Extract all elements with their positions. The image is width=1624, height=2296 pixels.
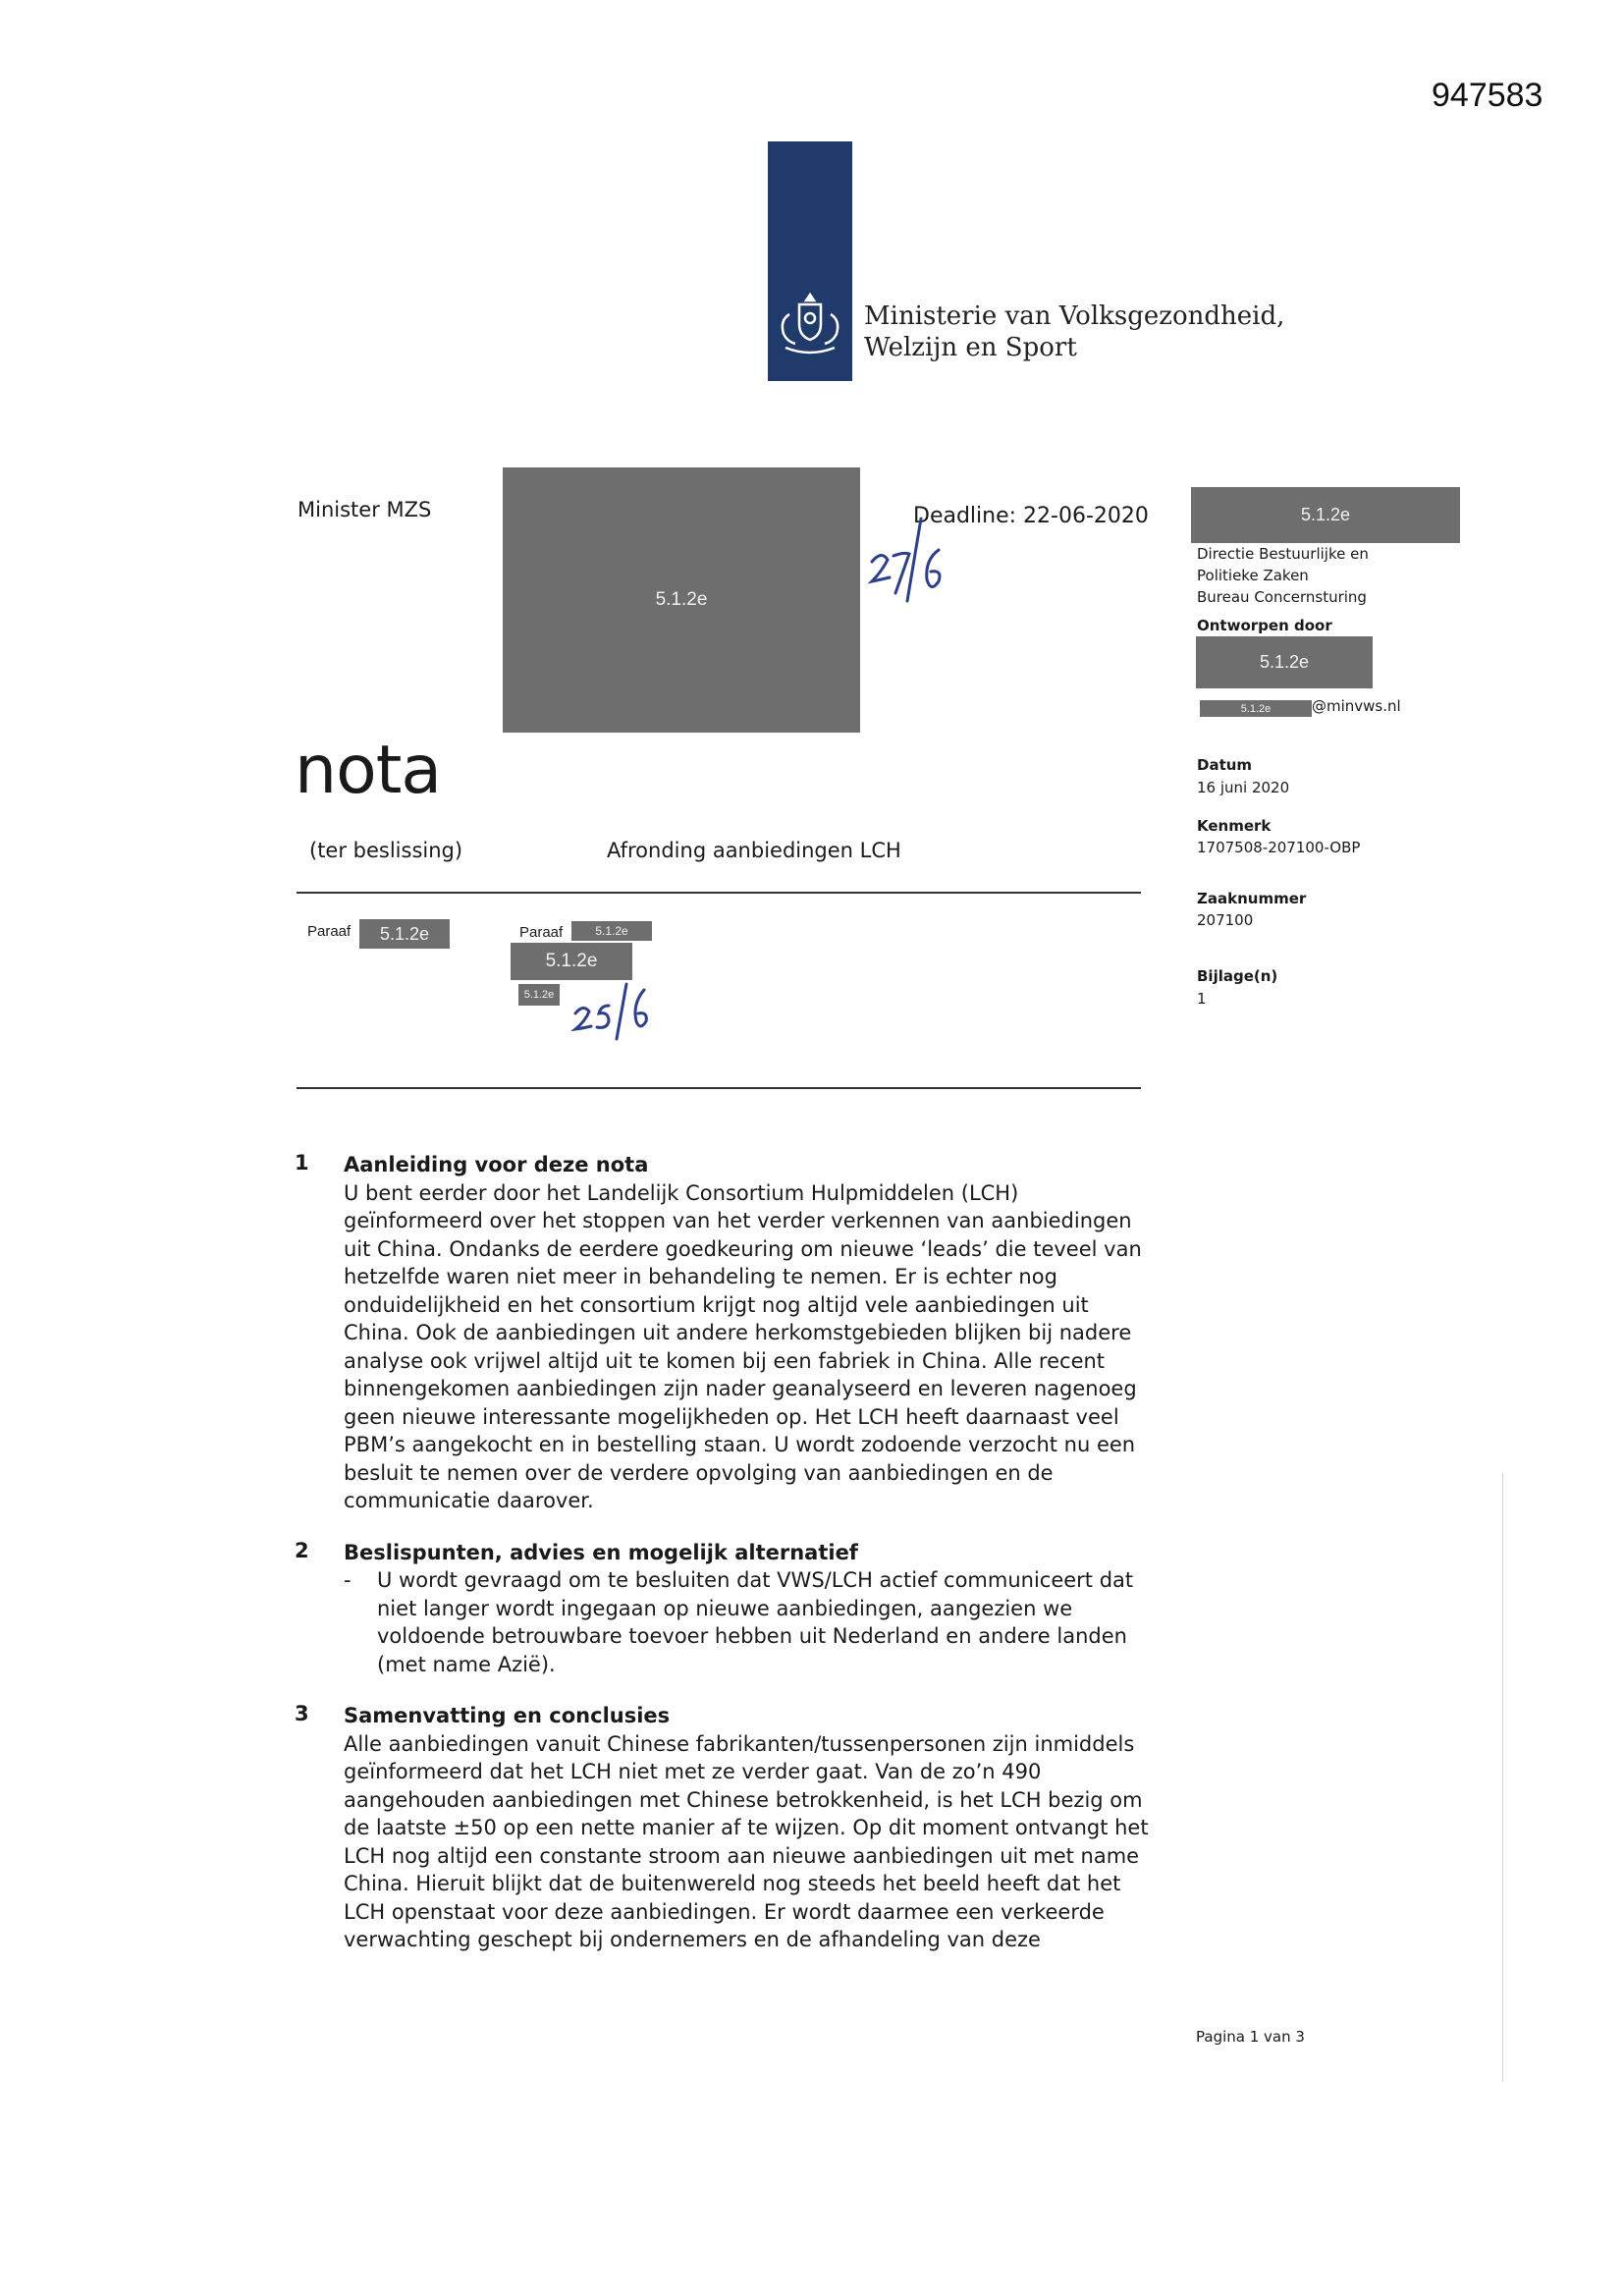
addressee: Minister MZS [298,498,432,521]
section-number: 2 [295,1538,309,1562]
redaction-code: 5.1.2e [545,951,598,971]
redaction-block [503,467,860,733]
reference-label: Kenmerk [1197,817,1272,835]
date-value: 16 juni 2020 [1197,779,1290,796]
deadline: Deadline: 22-06-2020 [913,504,1149,528]
reference-value: 1707508-207100-OBP [1197,839,1361,856]
redaction-code: 5.1.2e [379,923,430,944]
coat-of-arms-icon [772,287,848,365]
ministry-name-line2: Welzijn en Sport [864,333,1077,362]
department-line: Politieke Zaken [1197,567,1309,584]
redaction-code: 5.1.2e [1300,505,1351,524]
section-line: verwachting geschept bij ondernemers en de afhandeling van deze [344,1928,1041,1951]
department-line: Bureau Concernsturing [1197,588,1367,606]
nota-type: (ter beslissing) [309,839,463,862]
date-label: Datum [1197,756,1253,774]
bullet-line: niet langer wordt ingegaan op nieuwe aanbiedingen, aangezien we [377,1596,1073,1620]
section-heading: Samenvatting en conclusies [344,1704,671,1727]
section-line: China. Ook de aanbiedingen uit andere herkomstgebieden blijken bij nadere [344,1321,1132,1344]
section-line: communicatie daarover. [344,1489,594,1512]
section-samenvatting [295,1702,1178,1954]
email-suffix: @minvws.nl [1312,697,1401,715]
attachments-value: 1 [1197,990,1207,1008]
redaction-code: 5.1.2e [655,589,708,610]
bullet-line: U wordt gevraagd om te besluiten dat VWS/LCH actief communiceert dat [377,1568,1134,1592]
section-line: onduidelijkheid en het consortium krijgt nog altijd vele aanbiedingen uit [344,1292,1089,1317]
section-line: U bent eerder door het Landelijk Consortium Hulpmiddelen (LCH) [344,1180,1019,1205]
redaction-code: 5.1.2e [595,924,628,938]
case-number-label: Zaaknummer [1197,890,1307,907]
redaction-block-small [518,984,560,1006]
redaction-block-small [571,921,652,941]
department-line: Directie Bestuurlijke en [1197,545,1369,563]
section-line: hetzelfde waren niet meer in behandeling te nemen. Er is echter nog [344,1265,1057,1288]
bullet-line: voldoende betrouwbare toevoer hebben uit Nederland en andere landen [377,1624,1127,1648]
bullet-dash: - [344,1568,352,1592]
bullet-line: (met name Azië). [377,1652,556,1676]
designed-by-label: Ontworpen door [1197,617,1332,634]
section-line: LCH openstaat voor deze aanbiedingen. Er wordt daarmee een verkeerde [344,1899,1105,1924]
margin-line [1502,1473,1503,2082]
section-line: geen nieuwe interessante mogelijkheden op. Het LCH heeft daarnaast veel [344,1404,1119,1429]
section-line: PBM’s aangekocht en in bestelling staan. U wordt zodoende verzocht nu een [344,1433,1136,1456]
section-line: besluit te nemen over de verdere opvolging van aanbiedingen en de [344,1460,1054,1485]
nota-subject: Afronding aanbiedingen LCH [607,839,901,862]
case-number-value: 207100 [1197,911,1254,929]
section-number: 3 [295,1702,309,1725]
document-number: 947583 [1432,77,1543,114]
ministry-name-line1: Ministerie van Volksgezondheid, [864,301,1285,331]
page-title: nota [295,732,442,809]
divider [297,1087,1141,1089]
redaction-block [511,943,632,980]
section-line: geïnformeerd dat het LCH niet met ze verder gaat. Van de zo’n 490 [344,1760,1042,1783]
section-heading: Aanleiding voor deze nota [344,1153,649,1176]
department [1197,543,1369,608]
section-line: de laatste ±50 op een nette manier af te wijzen. Op dit moment ontvangt het [344,1816,1149,1839]
section-beslispunten [295,1539,1178,1679]
section-number: 1 [295,1151,309,1175]
bullet-item [344,1566,1178,1678]
paraaf-label-2: Paraaf [519,924,564,941]
section-line: aangehouden aanbiedingen met Chinese betrokkenheid, is het LCH bezig om [344,1787,1143,1812]
redaction-block [1196,636,1373,688]
handwritten-initial-date-1 [864,511,952,609]
ministry-name [864,301,1284,363]
section-line: LCH nog altijd een constante stroom aan nieuwe aanbiedingen uit met name [344,1843,1140,1868]
section-line: binnengekomen aanbiedingen zijn nader geanalyseerd en leveren nagenoeg [344,1377,1137,1400]
paraaf-label: Paraaf [307,923,352,940]
section-line: China. Hieruit blijkt dat de buitenwereld nog steeds het beeld heeft dat het [344,1872,1121,1895]
section-line: uit China. Ondanks de eerdere goedkeuring om nieuwe ‘leads’ die teveel van [344,1236,1142,1261]
section-line: Alle aanbiedingen vanuit Chinese fabrikanten/tussenpersonen zijn inmiddels [344,1731,1135,1756]
handwritten-initial-date-2 [569,978,658,1043]
redaction-code: 5.1.2e [523,989,555,1001]
redaction-code: 5.1.2e [1259,652,1310,672]
redaction-block-small [1200,700,1312,717]
section-line: geïnformeerd over het stoppen van het verder verkennen van aanbiedingen [344,1209,1132,1232]
section-heading: Beslispunten, advies en mogelijk alternatief [344,1540,858,1564]
attachments-label: Bijlage(n) [1197,967,1278,985]
redaction-code: 5.1.2e [1240,702,1272,715]
section-line: analyse ook vrijwel altijd uit te komen bij een fabriek in China. Alle recent [344,1348,1106,1373]
redaction-block [359,919,450,949]
page-number: Pagina 1 van 3 [1196,2028,1305,2046]
redaction-block [1191,487,1460,543]
divider [297,892,1141,894]
section-aanleiding [295,1151,1178,1515]
body-sections [295,1151,1178,1978]
